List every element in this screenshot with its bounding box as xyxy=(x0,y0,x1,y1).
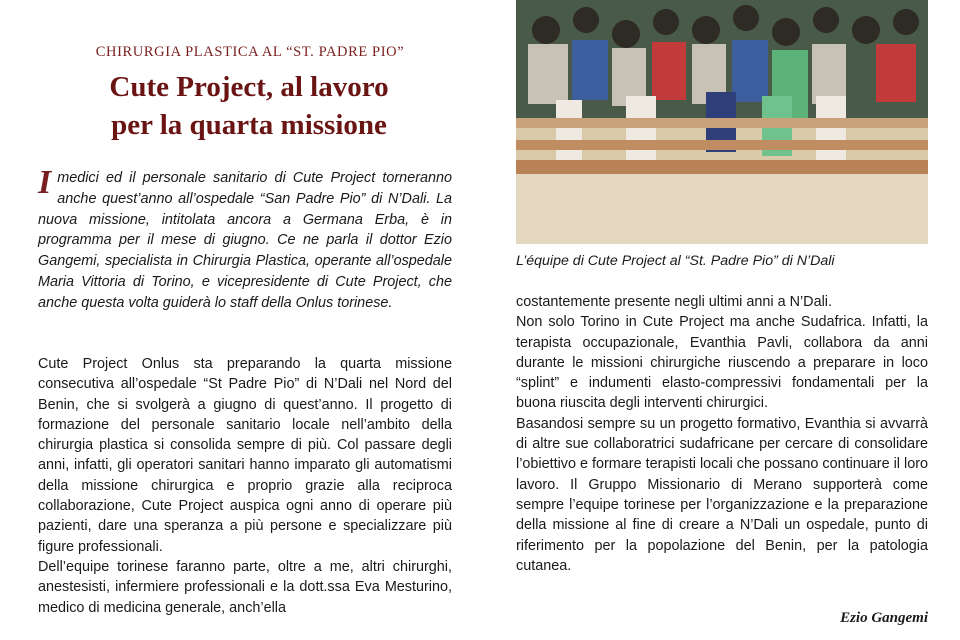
headline-line-1: Cute Project, al lavoro xyxy=(109,71,389,103)
body-column-right xyxy=(516,292,928,576)
body-paragraph: Cute Project Onlus sta preparando la quarta missione consecutiva all’ospedale “St Padre Pio” di N’Dali nel Nord del Benin, che si svolgerà a giugno di quest’anno. Il progetto di formazione del personale sanitario locale nell’ambito della chirurgia plastica si consolida sempre di più. Col passare degli anni, infatti, gli operatori sanitari hanno imparato gli automatismi della missione chirurgica e proprio grazie alla reciproca collaborazione, Cute Project auspica ogni anno di operare più pazienti, dare una speranza a più persone e specializzare più figure professionali. xyxy=(38,356,452,555)
author-signature: Ezio Gangemi xyxy=(840,610,928,626)
lead-text: medici ed il personale sanitario di Cute Project torneranno anche quest’anno all’ospedale “San Padre Pio” di N’Dali. La nuova missione, intitolata ancora a Germana Erba, è in programma per il mese di giugno. Ce ne parla il dottor Ezio Gangemi, specialista in Chirurgia Plastica, operante all’ospedale Maria Vittoria di Torino, e vicepresidente di Cute Project, che anche questa volta guiderà lo staff della Onlus torinese. xyxy=(38,170,452,311)
group-photo xyxy=(516,0,928,244)
body-paragraph: Non solo Torino in Cute Project ma anche Sudafrica. Infatti, la terapista occupazionale, Evanthia Pavli, collabora da anni durante le missioni chirurgiche riuscendo a preparare in loco “splint” e indumenti elasto-compressivi fondamentali per la buona riuscita degli interventi chirurgici. xyxy=(516,314,928,412)
article-headline xyxy=(28,68,470,144)
body-column-left xyxy=(38,354,452,618)
lead-paragraph xyxy=(38,164,452,314)
body-paragraph: Basandosi sempre su un progetto formativo, Evanthia si avvarrà di altre sue collaboratrici sudafricane per cercare di consolidare l’obiettivo e formare terapisti locali che possano continuare il loro lavoro. Il Gruppo Missionario di Merano supporterà come sempre l’equipe torinese per l’organizzazione e la preparazione della missione al fine di creare a N’Dali un ospedale, punto di riferimento per la popolazione del Benin, per la patologia cutanea. xyxy=(516,415,928,574)
headline-line-2: per la quarta missione xyxy=(111,109,387,141)
body-paragraph: costantemente presente negli ultimi anni a N’Dali. xyxy=(516,294,832,310)
body-paragraph: Dell’equipe torinese faranno parte, oltre a me, altri chirurghi, anestesisti, infermiere professionali e la dott.ssa Eva Mesturino, medico di medicina generale, anch’ella xyxy=(38,558,452,616)
drop-cap: I xyxy=(38,164,52,201)
photo-caption: L’équipe di Cute Project al “St. Padre Pio” di N’Dali xyxy=(516,253,835,269)
group-photo-image xyxy=(516,0,928,244)
section-kicker: CHIRURGIA PLASTICA AL “ST. PADRE PIO” xyxy=(95,44,405,60)
